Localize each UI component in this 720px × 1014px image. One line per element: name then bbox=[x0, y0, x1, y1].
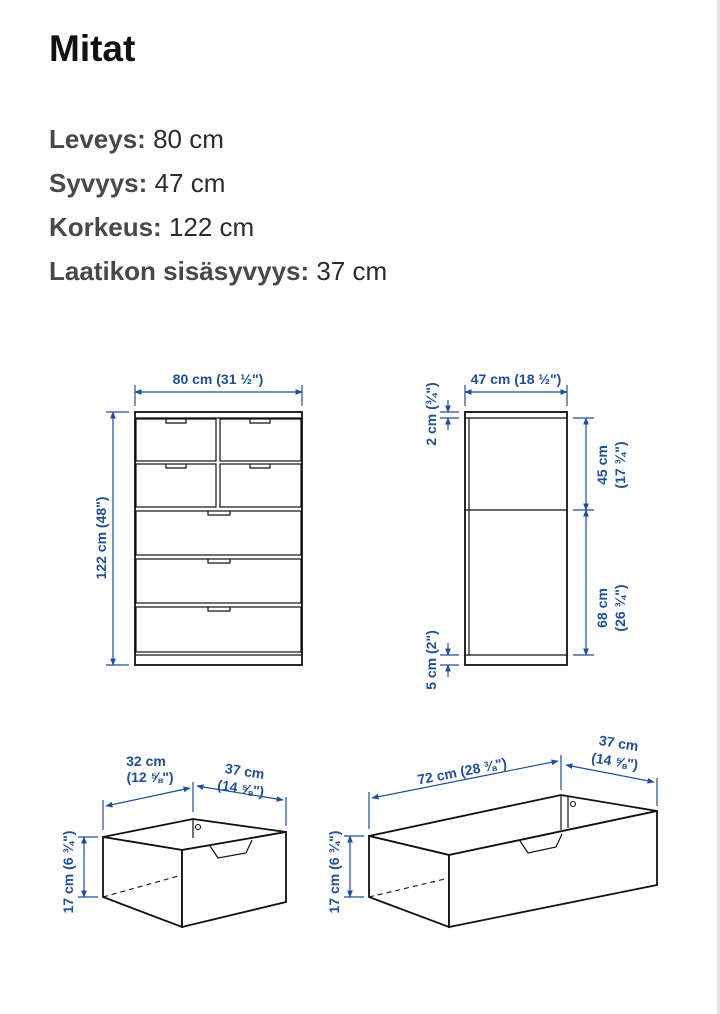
spec-value: 80 cm bbox=[153, 124, 224, 154]
spec-label: Syvyys: bbox=[49, 168, 148, 198]
side-bottom-label: 5 cm (2") bbox=[423, 630, 439, 690]
front-width-label: 80 cm (31 ½") bbox=[172, 371, 264, 387]
large-width-label: 72 cm (28 ⅜") bbox=[416, 754, 509, 788]
side-lower-label: 68 cm bbox=[594, 588, 610, 628]
spec-label: Leveys: bbox=[49, 124, 146, 154]
small-width-label: 32 cm bbox=[126, 753, 166, 769]
large-depth-inch-label: (14 ⅝") bbox=[590, 749, 640, 773]
front-view bbox=[93, 371, 302, 665]
small-height-label: 17 cm (6 ¾") bbox=[60, 830, 76, 914]
side-depth-label: 47 cm (18 ½") bbox=[470, 371, 562, 387]
small-width-inch-label: (12 ⅝") bbox=[126, 769, 174, 785]
spec-label: Laatikon sisäsyvyys: bbox=[49, 256, 310, 286]
side-upper-inch-label: (17 ¾") bbox=[612, 441, 628, 489]
page-title: Mitat bbox=[49, 28, 136, 69]
large-drawer-view bbox=[326, 732, 657, 927]
spec-value: 37 cm bbox=[316, 256, 388, 286]
front-height-label: 122 cm (48") bbox=[93, 496, 109, 580]
side-upper-label: 45 cm bbox=[594, 445, 610, 485]
spec-label: Korkeus: bbox=[49, 212, 162, 242]
side-top-label: 2 cm (¾") bbox=[423, 382, 439, 446]
spec-value: 47 cm bbox=[154, 168, 226, 198]
small-drawer-view bbox=[60, 753, 286, 927]
side-lower-inch-label: (26 ¾") bbox=[612, 584, 628, 632]
large-height-label: 17 cm (6 ¾") bbox=[326, 830, 342, 914]
large-depth-label: 37 cm bbox=[597, 732, 640, 755]
side-view bbox=[423, 371, 628, 690]
small-depth-inch-label: (14 ⅝") bbox=[216, 776, 266, 800]
small-depth-label: 37 cm bbox=[223, 760, 266, 783]
spec-value: 122 cm bbox=[168, 212, 255, 242]
